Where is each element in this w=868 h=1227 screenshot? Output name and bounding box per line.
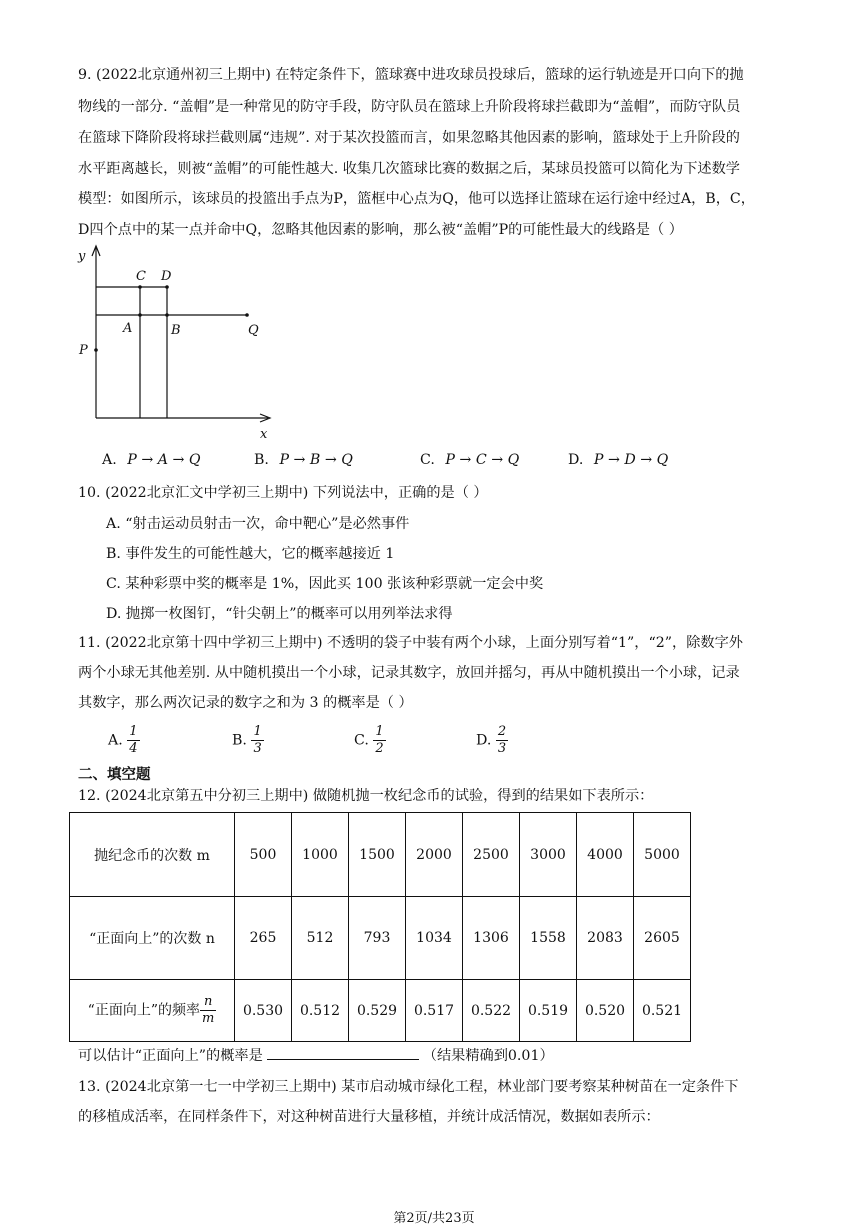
option-text: P → D → Q [593, 452, 669, 468]
q11-option-c[interactable] [354, 724, 386, 757]
table-cell: 0.512 [292, 980, 349, 1042]
q9-line-4: 水平距离越长，则被“盖帽”的可能性越大. 收集几次篮球比赛的数据之后，某球员投篮可以简化为下述数学 [78, 161, 740, 177]
q10-option-b[interactable]: B. 事件发生的可能性越大，它的概率越接近 1 [106, 546, 395, 562]
option-fraction [251, 724, 263, 757]
option-text: P → C → Q [445, 452, 520, 468]
option-text: P → B → Q [279, 452, 353, 468]
fraction-denominator: 2 [375, 741, 384, 756]
q9-option-b[interactable] [254, 452, 353, 468]
table-cell: 1034 [406, 897, 463, 980]
q10-option-c[interactable]: C. 某种彩票中奖的概率是 1%，因此买 100 张该种彩票就一定会中奖 [106, 576, 544, 592]
q12-answer-line [78, 1044, 554, 1065]
q12-table [69, 812, 691, 1042]
table-cell: 1558 [520, 897, 577, 980]
q9-line-3: 在篮球下降阶段将球拦截则属“违规”. 对于某次投篮而言，如果忽略其他因素的影响，篮球处于上升阶段的 [78, 130, 740, 146]
option-fraction [373, 724, 385, 757]
fraction-denominator: 3 [253, 741, 262, 756]
section-heading: 二、填空题 [78, 767, 151, 783]
table-cell: 0.519 [520, 980, 577, 1042]
table-cell: 500 [235, 813, 292, 897]
table-cell: 0.520 [577, 980, 634, 1042]
q12-stem: 12. (2024北京第五中分初三上期中) 做随机抛一枚纪念币的试验，得到的结果如下表所示： [78, 788, 654, 804]
q13-line-2: 的移植成活率，在同样条件下，对这种树苗进行大量移植，并统计成活情况，数据如表所示： [78, 1109, 660, 1125]
fraction-numerator: 2 [497, 724, 507, 739]
table-cell: 265 [235, 897, 292, 980]
table-cell: 1306 [463, 897, 520, 980]
label-a: A [123, 321, 133, 336]
fraction-numerator: 1 [253, 724, 262, 739]
table-cell: 0.517 [406, 980, 463, 1042]
answer-prefix: 可以估计“正面向上”的概率是 [78, 1048, 263, 1064]
fraction-denominator: 3 [497, 741, 507, 756]
fraction-numerator: n [200, 994, 216, 1011]
option-letter: A. [108, 732, 123, 749]
option-letter: A. [102, 452, 117, 468]
point-b [165, 313, 169, 317]
table-cell: 2605 [634, 897, 691, 980]
q9-line-1: 9. (2022北京通州初三上期中) 在特定条件下，篮球赛中进攻球员投球后，篮球的运行轨迹是开口向下的抛 [78, 67, 744, 83]
option-letter: D. [568, 452, 584, 468]
row-header: “正面向上”的次数 n [70, 897, 235, 980]
q9-option-d[interactable] [568, 452, 668, 468]
option-letter: C. [420, 452, 435, 468]
table-cell: 512 [292, 897, 349, 980]
table-cell: 793 [349, 897, 406, 980]
option-letter: D. [476, 732, 492, 749]
table-cell: 0.530 [235, 980, 292, 1042]
q9-option-a[interactable] [102, 452, 201, 468]
table-cell: 2500 [463, 813, 520, 897]
answer-suffix: （结果精确到0.01） [422, 1048, 554, 1064]
label-p: P [79, 343, 88, 358]
table-cell: 5000 [634, 813, 691, 897]
y-axis-label: y [78, 249, 86, 264]
q11-line-2: 两个小球无其他差别. 从中随机摸出一个小球，记录其数字，放回并摇匀，再从中随机摸出一个小球，记录 [78, 665, 740, 681]
point-p [94, 348, 98, 352]
label-d: D [161, 269, 172, 284]
table-row [70, 897, 691, 980]
row-header-text: “正面向上”的频率 [87, 1002, 200, 1019]
table-cell: 2000 [406, 813, 463, 897]
q11-line-1: 11. (2022北京第十四中学初三上期中) 不透明的袋子中装有两个小球，上面分别写着“1”，“2”，除数字外 [78, 635, 743, 651]
table-cell: 3000 [520, 813, 577, 897]
fraction-denominator: m [202, 1011, 215, 1026]
label-b: B [171, 323, 181, 338]
q9-option-c[interactable] [420, 452, 519, 468]
option-letter: C. [354, 732, 369, 749]
x-axis-label: x [260, 427, 268, 442]
q11-option-b[interactable] [232, 724, 264, 757]
table-cell: 0.521 [634, 980, 691, 1042]
q9-figure [70, 240, 290, 445]
point-c [138, 285, 142, 289]
option-letter: B. [254, 452, 269, 468]
table-cell: 1000 [292, 813, 349, 897]
table-cell: 1500 [349, 813, 406, 897]
table-cell: 0.522 [463, 980, 520, 1042]
fraction-numerator: 1 [129, 724, 138, 739]
table-row [70, 980, 691, 1042]
label-c: C [136, 269, 146, 284]
q10-stem: 10. (2022北京汇文中学初三上期中) 下列说法中，正确的是（ ） [78, 485, 488, 501]
fraction-denominator: 4 [129, 741, 138, 756]
answer-blank[interactable] [267, 1044, 419, 1060]
q9-line-2: 物线的一部分. “盖帽”是一种常见的防守手段，防守队员在篮球上升阶段将球拦截即为“盖帽”，而防守队员 [78, 99, 741, 115]
point-a [138, 313, 142, 317]
q10-option-d[interactable]: D. 抛掷一枚图钉，“针尖朝上”的概率可以用列举法求得 [106, 606, 453, 622]
q10-option-a[interactable]: A. “射击运动员射击一次，命中靶心”是必然事件 [106, 516, 410, 532]
row-header [70, 980, 235, 1042]
page-footer: 第2页/共23页 [393, 1211, 475, 1226]
row-header: 抛纪念币的次数 m [70, 813, 235, 897]
option-fraction [496, 724, 508, 757]
table-cell: 0.529 [349, 980, 406, 1042]
q11-option-d[interactable] [476, 724, 508, 757]
q13-line-1: 13. (2024北京第一七一中学初三上期中) 某市启动城市绿化工程，林业部门要考察某种树苗在一定条件下 [78, 1079, 739, 1095]
option-letter: B. [232, 732, 247, 749]
frequency-fraction [200, 994, 216, 1027]
option-fraction [127, 724, 139, 757]
q9-line-5: 模型：如图所示，该球员的投篮出手点为P，篮框中心点为Q，他可以选择让篮球在运行途中经过A，B，C， [78, 191, 755, 207]
point-d [165, 285, 169, 289]
q11-option-a[interactable] [108, 724, 140, 757]
q11-line-3: 其数字，那么两次记录的数字之和为 3 的概率是（ ） [78, 695, 413, 711]
q9-line-6: D四个点中的某一点并命中Q，忽略其他因素的影响，那么被“盖帽”P的可能性最大的线路是（ ） [78, 222, 683, 238]
fraction-numerator: 1 [375, 724, 384, 739]
table-cell: 2083 [577, 897, 634, 980]
point-q [245, 313, 249, 317]
option-text: P → A → Q [127, 452, 201, 468]
table-row [70, 813, 691, 897]
table-cell: 4000 [577, 813, 634, 897]
label-q: Q [248, 323, 259, 338]
